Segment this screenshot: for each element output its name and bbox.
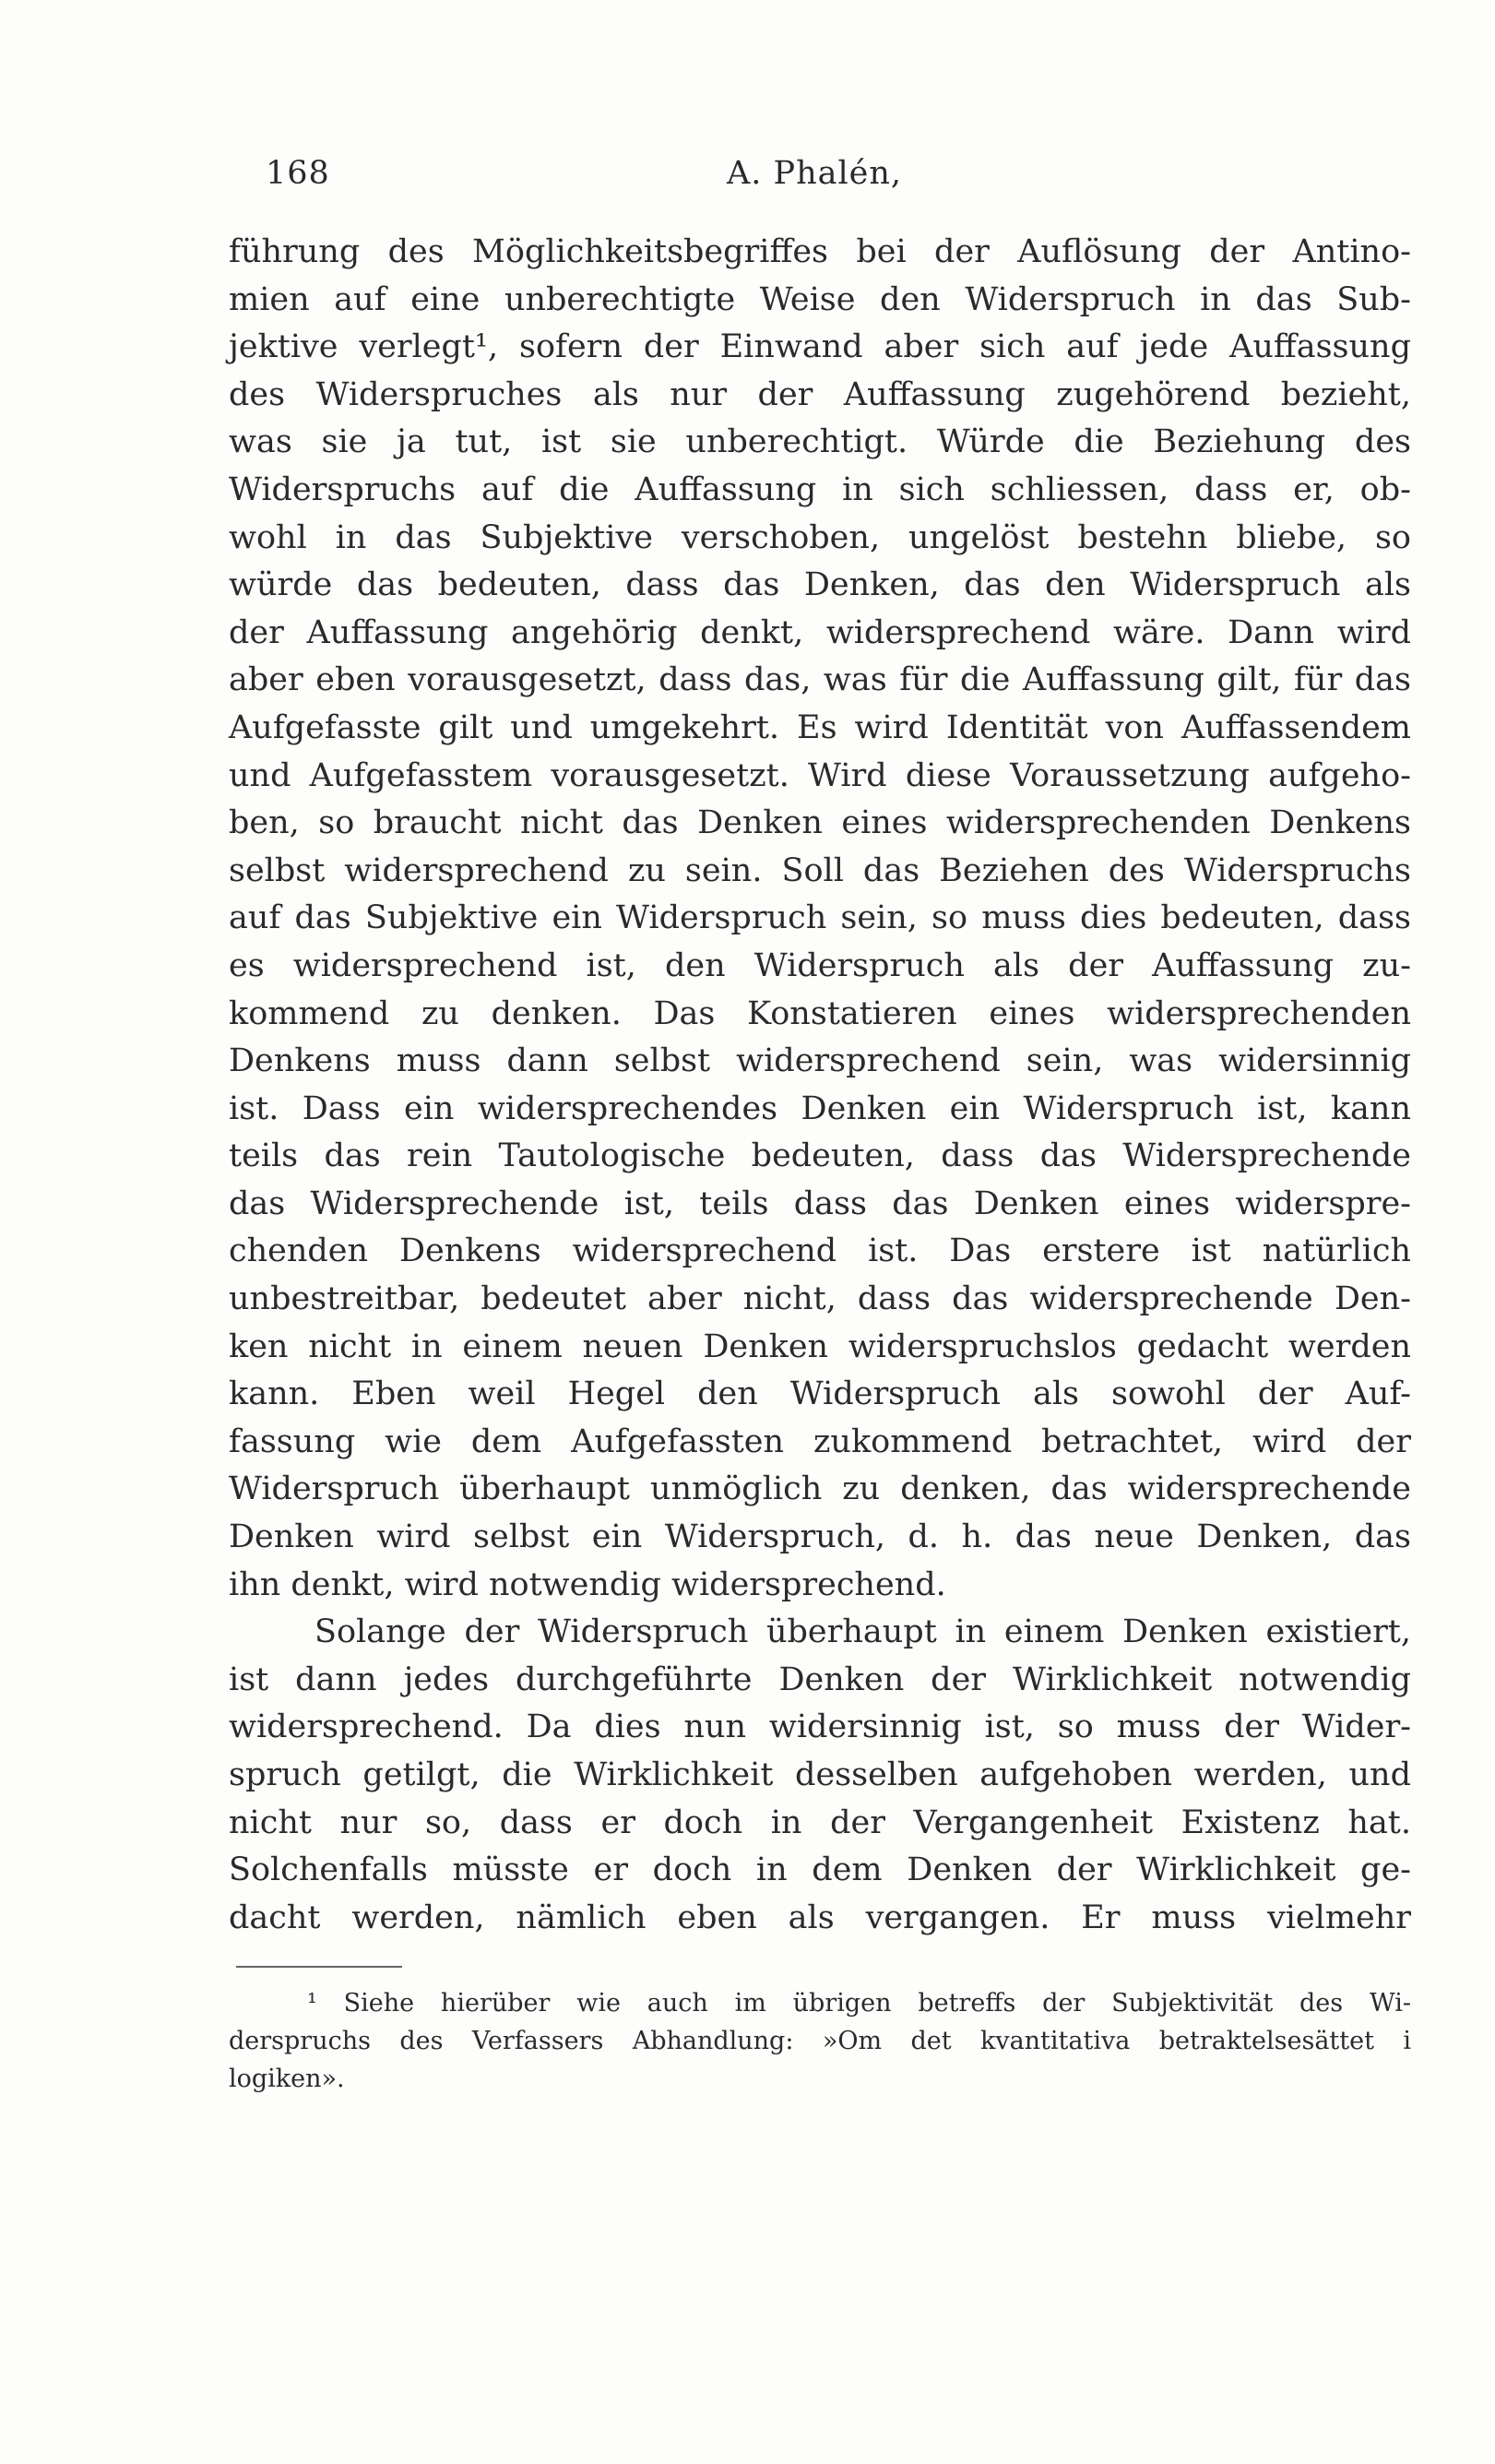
text-line: fassung wie dem Aufgefassten zukommend betrachtet, wird der bbox=[229, 1422, 1411, 1460]
text-line: ken nicht in einem neuen Denken widerspruchslos gedacht werden bbox=[229, 1327, 1411, 1365]
text-line: mien auf eine unberechtigte Weise den Widerspruch in das Sub- bbox=[229, 280, 1411, 318]
text-line: Aufgefasste gilt und umgekehrt. Es wird Identität von Auffassendem bbox=[229, 708, 1411, 746]
text-line: nicht nur so, dass er doch in der Vergangenheit Existenz hat. bbox=[229, 1803, 1411, 1841]
text-line: Solchenfalls müsste er doch in dem Denken der Wirklichkeit ge- bbox=[229, 1851, 1411, 1889]
page-number: 168 bbox=[266, 155, 330, 192]
text-line: Denken wird selbst ein Widerspruch, d. h. das neue Denken, das bbox=[229, 1518, 1411, 1556]
text-line: das Widersprechende ist, teils dass das Denken eines widerspre- bbox=[229, 1184, 1411, 1222]
body-text bbox=[229, 229, 1411, 1942]
running-head-author: A. Phalén, bbox=[727, 155, 903, 192]
footnote bbox=[229, 1984, 1411, 2098]
text-line: kommend zu denken. Das Konstatieren eines widersprechenden bbox=[229, 994, 1411, 1032]
text-line: widersprechend. Da dies nun widersinnig ist, so muss der Wider- bbox=[229, 1708, 1411, 1746]
text-line: auf das Subjektive ein Widerspruch sein, so muss dies bedeuten, dass bbox=[229, 899, 1411, 937]
text-line: dacht werden, nämlich eben als vergangen. Er muss vielmehr bbox=[229, 1899, 1411, 1936]
text-line: Widerspruchs auf die Auffassung in sich schliessen, dass er, ob- bbox=[229, 470, 1411, 508]
text-line: kann. Eben weil Hegel den Widerspruch als sowohl der Auf- bbox=[229, 1375, 1411, 1413]
text-line: ist dann jedes durchgeführte Denken der Wirklichkeit notwendig bbox=[229, 1661, 1411, 1698]
text-line: spruch getilgt, die Wirklichkeit desselben aufgehoben werden, und bbox=[229, 1756, 1411, 1793]
footnote-divider bbox=[236, 1966, 402, 1968]
text-line: unbestreitbar, bedeutet aber nicht, dass das widersprechende Den- bbox=[229, 1280, 1411, 1318]
footnote-line: ¹ Siehe hierüber wie auch im übrigen betreffs der Subjektivität des Wi- bbox=[307, 1989, 1411, 2018]
text-line: ben, so braucht nicht das Denken eines widersprechenden Denkens bbox=[229, 804, 1411, 842]
text-line: selbst widersprechend zu sein. Soll das Beziehen des Widerspruchs bbox=[229, 851, 1411, 889]
text-line: und Aufgefasstem vorausgesetzt. Wird diese Voraussetzung aufgeho- bbox=[229, 756, 1411, 794]
text-line: des Widerspruches als nur der Auffassung zugehörend bezieht, bbox=[229, 375, 1411, 413]
paragraph-start-line: Solange der Widerspruch überhaupt in einem Denken existiert, bbox=[314, 1613, 1411, 1651]
footnote-line: logiken». bbox=[229, 2065, 345, 2094]
text-line: führung des Möglichkeitsbegriffes bei der Auflösung der Antino- bbox=[229, 233, 1411, 270]
text-line: würde das bedeuten, dass das Denken, das den Widerspruch als bbox=[229, 566, 1411, 604]
text-line: es widersprechend ist, den Widerspruch als der Auffassung zu- bbox=[229, 946, 1411, 984]
text-line: Widerspruch überhaupt unmöglich zu denken, das widersprechende bbox=[229, 1470, 1411, 1508]
text-line: was sie ja tut, ist sie unberechtigt. Würde die Beziehung des bbox=[229, 423, 1411, 461]
book-page bbox=[229, 155, 1411, 2098]
paragraph-end-line: ihn denkt, wird notwendig widersprechend. bbox=[229, 1565, 946, 1603]
text-line: chenden Denkens widersprechend ist. Das erstere ist natürlich bbox=[229, 1232, 1411, 1270]
text-line: ist. Dass ein widersprechendes Denken ein Widerspruch ist, kann bbox=[229, 1089, 1411, 1127]
text-line: Denkens muss dann selbst widersprechend sein, was widersinnig bbox=[229, 1042, 1411, 1080]
text-line: aber eben vorausgesetzt, dass das, was für die Auffassung gilt, für das bbox=[229, 661, 1411, 699]
text-line: teils das rein Tautologische bedeuten, dass das Widersprechende bbox=[229, 1137, 1411, 1175]
running-head bbox=[229, 155, 1411, 210]
footnote-line: derspruchs des Verfassers Abhandlung: »Om det kvantitativa betraktelsesättet i bbox=[229, 2027, 1411, 2056]
text-line: jektive verlegt¹, sofern der Einwand aber sich auf jede Auffassung bbox=[229, 328, 1411, 366]
text-line: der Auffassung angehörig denkt, widersprechend wäre. Dann wird bbox=[229, 613, 1411, 651]
text-line: wohl in das Subjektive verschoben, ungelöst bestehn bliebe, so bbox=[229, 518, 1411, 556]
